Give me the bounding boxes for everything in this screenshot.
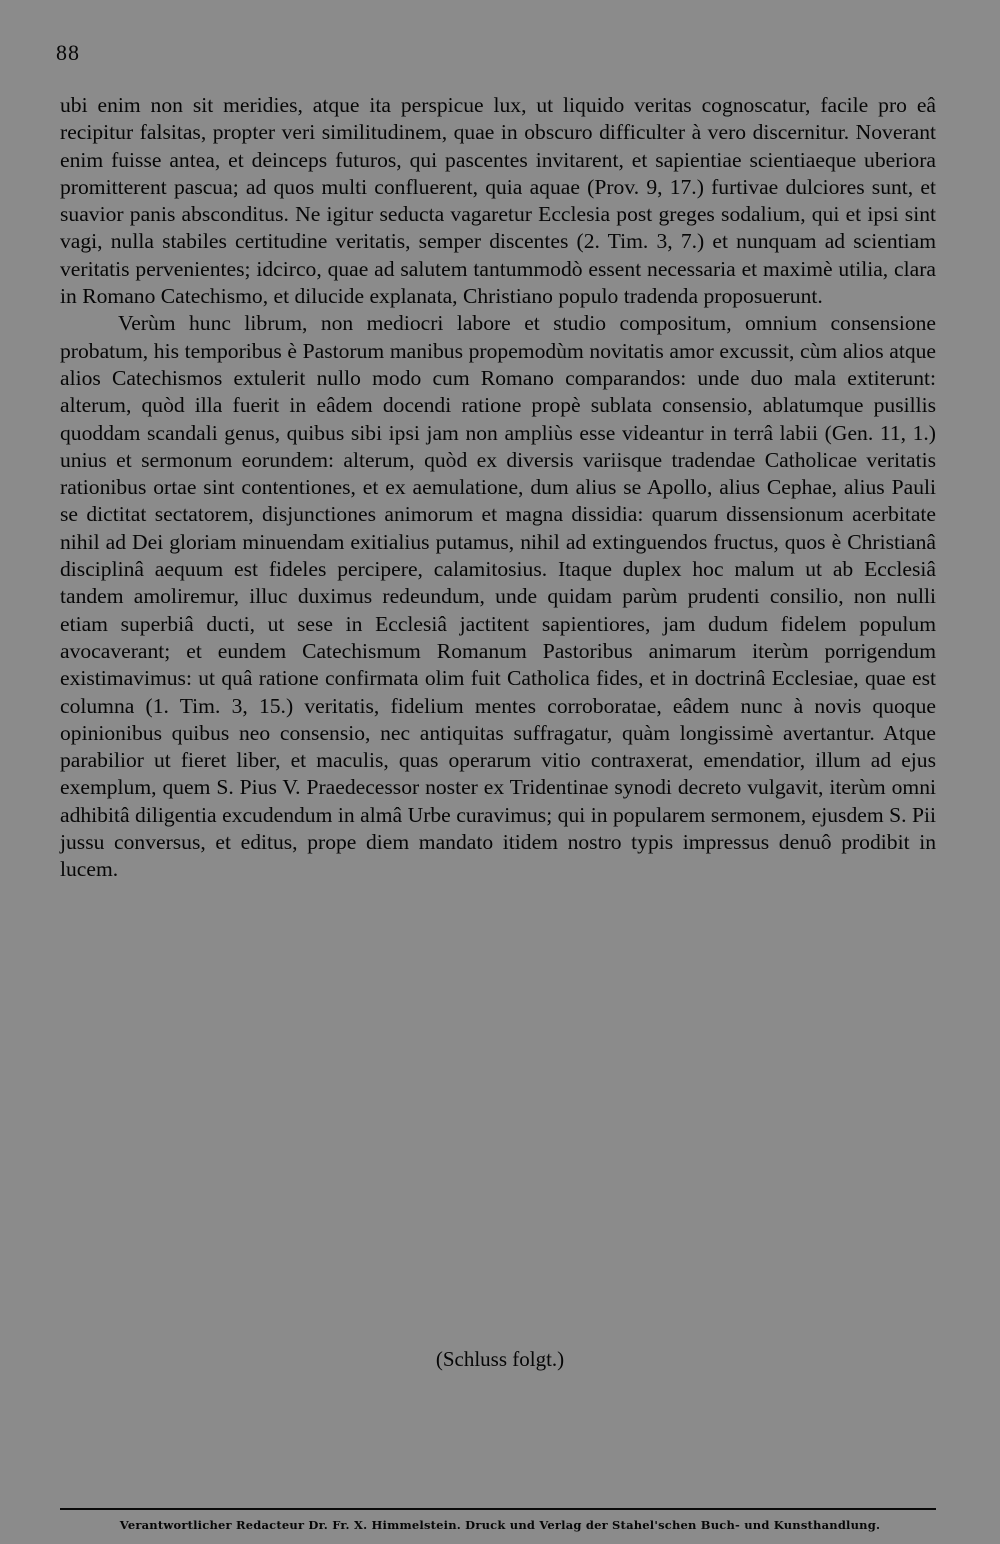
footer-imprint: Verantwortlicher Redacteur Dr. Fr. X. Himmelstein. Druck und Verlag der Stahel'schen Buch- und Kunsthandlung. [119, 1518, 881, 1532]
footer-rule [60, 1508, 936, 1510]
paragraph-2: Verùm hunc librum, non mediocri labore et studio compositum, omnium consensione probatum, his temporibus è Pastorum manibus propemodùm novitatis amor excussit, cùm alios atque alios Catechismos extulerit nullo modo cum Romano comparandos: unde duo mala extiterunt: alterum, quòd illa fuerit in eâdem docendi ratione propè sublata consensio, ablatumque pusillis quoddam scandali genus, quibus sibi ipsi jam non ampliùs esse videantur in terrâ labii (Gen. 11, 1.) unius et sermonum eorundem: alterum, quòd ex diversis variisque tradendae Catholicae veritatis rationibus ortae sint contentiones, et ex aemulatione, dum alius se Apollo, alius Cephae, alius Pauli se dictitat sectatorem, disjunctiones animorum et magna dissidia: quarum dissensionum acerbitate nihil ad Dei gloriam minuendam exitialius putamus, nihil ad extinguendos fructus, quos è Christianâ disciplinâ aequum est fideles percipere, calamitosius. Itaque duplex hoc malum ut ab Ecclesiâ tandem amoliremur, illuc duximus redeundum, unde quidam parùm prudenti consilio, non nulli etiam superbiâ ducti, ut sese in Ecclesiâ jactitent sapientiores, jam dudum fidelem populum avocaverant; et eundem Catechismum Romanum Pastoribus animarum iterùm porrigendum existimavimus: ut quâ ratione confirmata olim fuit Catholica fides, et in doctrinâ Ecclesiae, quae est columna (1. Tim. 3, 15.) veritatis, fidelium mentes corroboratae, eâdem nunc à novis quoque opinionibus quibus neo consensio, nec antiquitas suffragatur, quàm longissimè avertantur. Atque parabilior ut fieret liber, et maculis, quas operarum vitio contraxerat, emendatior, illum ad ejus exemplum, quem S. Pius V. Praedecessor noster ex Tridentinae synodi decreto vulgavit, iterùm omni adhibitâ diligentia excudendum in almâ Urbe curavimus; qui in popularem sermonem, ejusdem S. Pii jussu conversus, et editus, prope diem mandato itidem nostro typis impressus denuô prodibit in lucem. [60, 311, 936, 882]
continued-note: (Schluss folgt.) [435, 1347, 565, 1371]
paragraph-1: ubi enim non sit meridies, atque ita perspicue lux, ut liquido veritas cognoscatur, facile pro eâ recipitur falsitas, propter veri similitudinem, quae in obscuro difficulter à vero discernitur. Noverant enim fuisse antea, et deinceps futuros, qui pascentes invitarent, et sapientiae scientiaeque uberiora promitterent pascua; ad quos multi confluerent, quia aquae (Prov. 9, 17.) furtivae dulciores sunt, et suavior panis absconditus. Ne igitur seducta vagaretur Ecclesia post greges sodalium, qui et ipsi sint vagi, nulla stabiles certitudine veritatis, semper discentes (2. Tim. 3, 7.) et nunquam ad scientiam veritatis pervenientes; idcirco, quae ad salutem tantummodò essent necessaria et maximè utilia, clara in Romano Catechismo, et dilucide explanata, Christiano populo tradenda proposuerunt. [60, 93, 936, 309]
page-number: 88 [56, 40, 80, 65]
body-text [60, 92, 936, 884]
